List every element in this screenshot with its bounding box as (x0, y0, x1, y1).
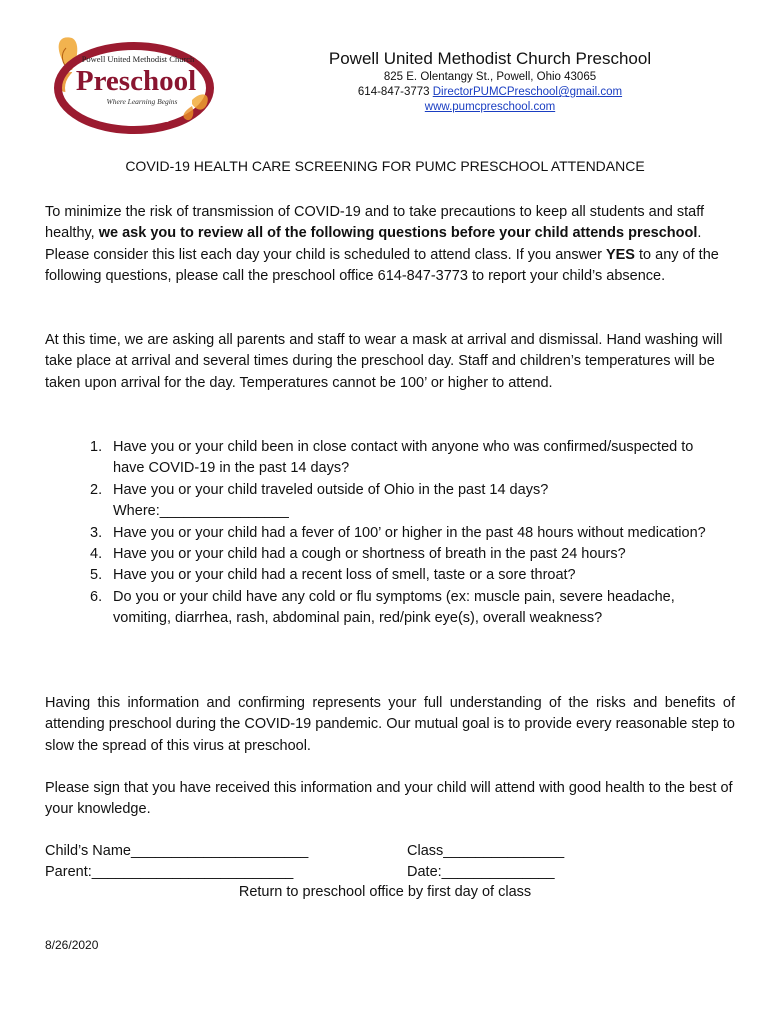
parent-field[interactable]: Parent:_________________________ (45, 864, 294, 880)
question-item: 6. Do you or your child have any cold or flu symptoms (ex: muscle pain, severe headache, vomiting, diarrhea, rash, abdominal pain, red/pink eye(s), overall weakness? (90, 588, 675, 627)
screening-questions (90, 437, 710, 630)
question-item: 4. Have you or your child had a cough or shortness of breath in the past 24 hours? (90, 546, 626, 563)
intro-paragraph (45, 202, 735, 288)
question-item: 2. Have you or your child traveled outside of Ohio in the past 14 days? (90, 481, 549, 498)
logo-tagline: Where Learning Begins (106, 97, 178, 106)
sign-paragraph: Please sign that you have received this information and your child will attend with good health to the best of your knowledge. (45, 780, 733, 818)
date-field[interactable]: Date:______________ (407, 864, 555, 880)
understanding-paragraph: Having this information and confirming represents your full understanding of the risks and benefits of attending preschool during the COVID-19 pandemic. Our mutual goal is to provide every reasonable step to slow the spread of this virus at preschool. (45, 695, 735, 754)
question-where-field[interactable]: Where:________________ (113, 503, 289, 520)
org-name: Powell United Methodist Church Preschool (328, 49, 652, 68)
intro-bold-yes: YES (605, 246, 635, 263)
question-item: 1. Have you or your child been in close contact with anyone who was confirmed/suspected to have COVID-19 in the past 14 days? (90, 439, 694, 477)
document-date: 8/26/2020 (45, 938, 99, 952)
org-contact (250, 85, 730, 100)
masks-paragraph: At this time, we are asking all parents and staff to wear a mask at arrival and dismissal. Hand washing will take place at arrival and several times during the preschool day. Staff and children’s temperatures will be taken upon arrival for the day. Temperatures cannot be 100’ or higher to attend. (45, 332, 723, 391)
logo-main-text: Preschool (75, 65, 197, 97)
intro-text-3: to any of the following questions, please call the preschool office 614-847-3773 to report your child’s absence. (45, 246, 719, 285)
question-item: 3. Have you or your child had a fever of 100’ or higher in the past 48 hours without medication? (90, 524, 706, 541)
question-item: 5. Have you or your child had a recent loss of smell, taste or a sore throat? (90, 567, 576, 584)
email-link[interactable]: DirectorPUMCPreschool@gmail.com (432, 86, 623, 98)
intro-text-1: To minimize the risk of transmission of COVID-19 and to take precautions to keep all students and staff healthy, (45, 204, 704, 242)
logo-est: Est. 1989 (142, 116, 170, 124)
return-note: Return to preschool office by first day of class (238, 884, 532, 900)
org-phone: 614-847-3773 (357, 86, 430, 98)
website-link[interactable]: www.pumcpreschool.com (424, 101, 556, 113)
intro-text-2: . Please consider this list each day your child is scheduled to attend class. If you answer (45, 225, 702, 263)
intro-bold-1: we ask you to review all of the following questions before your child attends preschool (98, 225, 698, 242)
logo-church-text: Powell United Methodist Church (81, 54, 195, 64)
document-title: COVID-19 HEALTH CARE SCREENING FOR PUMC PRESCHOOL ATTENDANCE (125, 158, 645, 174)
preschool-logo (46, 30, 214, 136)
org-address: 825 E. Olentangy St., Powell, Ohio 43065 (383, 71, 597, 83)
child-name-field[interactable]: Child’s Name______________________ (45, 843, 309, 859)
class-field[interactable]: Class_______________ (407, 843, 565, 859)
org-header (250, 48, 730, 115)
